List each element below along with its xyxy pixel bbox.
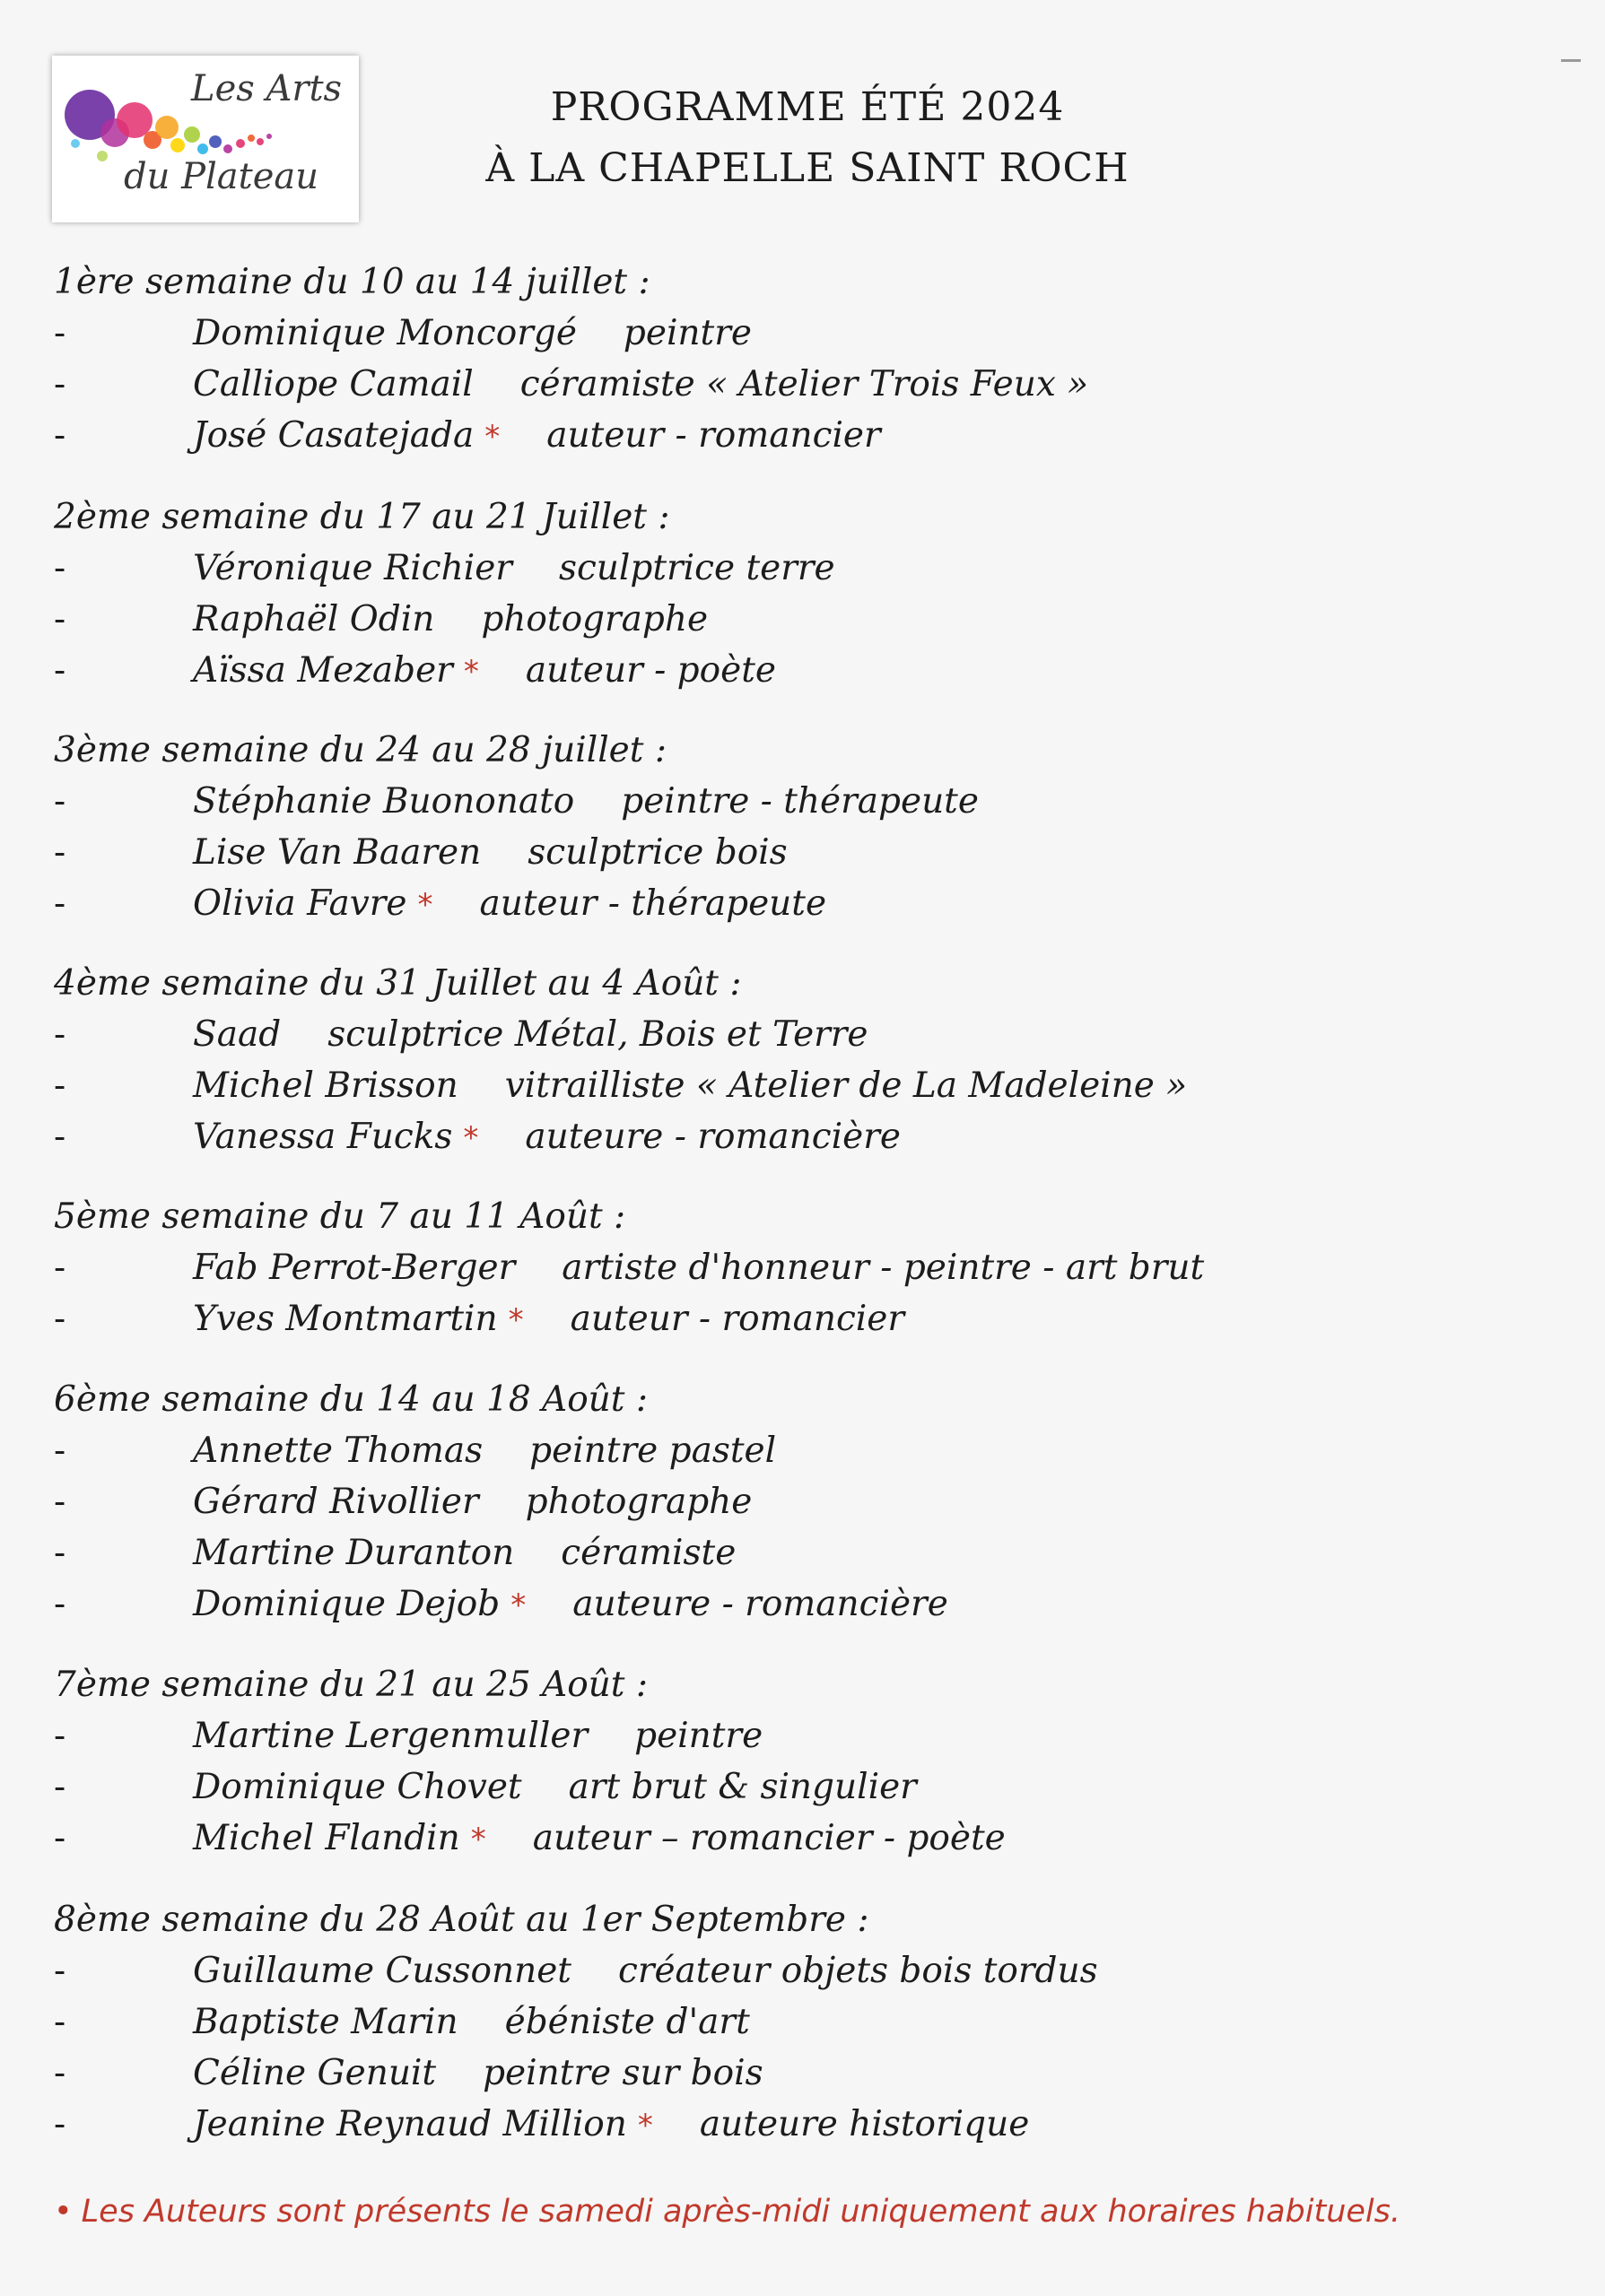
artist-entry: [0, 1584, 1605, 1631]
entry-dash: -: [54, 2002, 66, 2042]
artist-entry: [0, 1533, 1605, 1579]
entry-dash: -: [54, 1117, 66, 1157]
artist-role: auteur – romancier - poète: [532, 1818, 1006, 1858]
entry-dash: -: [54, 1248, 66, 1288]
entry-dash: -: [54, 781, 66, 822]
artist-role: art brut & singulier: [568, 1767, 917, 1807]
authors-footnote: [54, 2194, 1400, 2230]
artist-entry: [0, 1431, 1605, 1477]
entry-dash: -: [54, 1951, 66, 1991]
artist-entry: [0, 1818, 1605, 1865]
entry-content: [193, 2053, 763, 2093]
artist-role: ébéniste d'art: [504, 2002, 750, 2042]
artist-name: Stéphanie Buononato: [193, 781, 575, 822]
entry-content: [193, 1482, 752, 1522]
entry-content: [193, 781, 979, 822]
artist-name: Véronique Richier: [193, 548, 512, 588]
artist-entry: [0, 2053, 1605, 2100]
author-asterisk: *: [470, 1822, 486, 1857]
title-line-2: À LA CHAPELLE SAINT ROCH: [485, 145, 1130, 191]
artist-name: Michel Flandin: [193, 1818, 460, 1858]
entry-dash: -: [54, 415, 66, 456]
week-heading: 5ème semaine du 7 au 11 Août :: [54, 1196, 626, 1237]
artist-name: Dominique Moncorgé: [193, 313, 577, 353]
footnote-text: Les Auteurs sont présents le samedi après-midi uniquement aux horaires habituels.: [81, 2194, 1400, 2230]
entry-dash: -: [54, 2104, 66, 2144]
artist-name: Dominique Dejob: [193, 1584, 501, 1624]
artist-role: créateur objets bois tordus: [617, 1951, 1098, 1991]
entry-content: [193, 2104, 1029, 2144]
artist-role: sculptrice Métal, Bois et Terre: [327, 1014, 868, 1055]
author-asterisk: *: [417, 887, 433, 923]
week-heading: 3ème semaine du 24 au 28 juillet :: [54, 730, 667, 770]
artist-entry: [0, 883, 1605, 930]
artist-entry: [0, 313, 1605, 360]
artist-entry: [0, 1117, 1605, 1163]
entry-dash: -: [54, 832, 66, 873]
artist-name: José Casatejada: [193, 415, 475, 456]
entry-dash: -: [54, 1716, 66, 1756]
entry-content: [193, 1431, 776, 1471]
artist-entry: [0, 1767, 1605, 1813]
entry-content: [193, 313, 752, 353]
artist-role: photographe: [525, 1482, 753, 1522]
artist-role: sculptrice terre: [558, 548, 835, 588]
artist-entry: [0, 1716, 1605, 1762]
artist-name: Yves Montmartin: [193, 1299, 498, 1339]
entry-dash: -: [54, 650, 66, 691]
artist-entry: [0, 832, 1605, 879]
artist-name: Martine Lergenmuller: [193, 1716, 589, 1756]
artist-name: Michel Brisson: [193, 1065, 458, 1106]
week-heading: 4ème semaine du 31 Juillet au 4 Août :: [54, 963, 742, 1004]
entry-content: [193, 1533, 736, 1573]
entry-dash: -: [54, 1818, 66, 1858]
artist-name: Guillaume Cussonnet: [193, 1951, 571, 1991]
week-heading: 8ème semaine du 28 Août au 1er Septembre :: [54, 1900, 869, 1940]
artist-role: photographe: [481, 599, 709, 639]
entry-content: [193, 1767, 917, 1807]
entry-dash: -: [54, 1533, 66, 1573]
artist-entry: [0, 1014, 1605, 1061]
artist-role: peintre: [623, 313, 752, 353]
entry-content: [193, 1065, 1187, 1106]
artist-name: Olivia Favre: [193, 883, 407, 924]
entry-content: [193, 1248, 1204, 1288]
artist-role: auteure - romancière: [572, 1584, 948, 1624]
artist-name: Vanessa Fucks: [193, 1117, 453, 1157]
author-asterisk: *: [463, 654, 479, 690]
artist-name: Jeanine Reynaud Million: [193, 2104, 627, 2144]
artist-role: peintre - thérapeute: [621, 781, 979, 822]
artist-role: auteur - thérapeute: [479, 883, 827, 924]
artist-name: Gérard Rivollier: [193, 1482, 479, 1522]
entry-content: [193, 650, 776, 691]
entry-dash: -: [54, 1065, 66, 1106]
artist-role: artiste d'honneur - peintre - art brut: [562, 1248, 1205, 1288]
entry-dash: -: [54, 1431, 66, 1471]
logo-text-du-plateau: du Plateau: [124, 156, 318, 197]
artist-role: céramiste « Atelier Trois Feux »: [519, 364, 1089, 404]
scan-mark: [1561, 59, 1581, 62]
artist-role: peintre pastel: [529, 1431, 777, 1471]
footnote-bullet: •: [54, 2194, 73, 2230]
artist-entry: [0, 415, 1605, 462]
artist-name: Céline Genuit: [193, 2053, 437, 2093]
artist-name: Dominique Chovet: [193, 1767, 522, 1807]
artist-role: auteure historique: [699, 2104, 1030, 2144]
artist-entry: [0, 2104, 1605, 2151]
artist-role: auteur - romancier: [570, 1299, 904, 1339]
week-heading: 7ème semaine du 21 au 25 Août :: [54, 1665, 649, 1705]
entry-content: [193, 415, 881, 456]
week-heading: 1ère semaine du 10 au 14 juillet :: [54, 262, 650, 302]
artist-entry: [0, 1065, 1605, 1112]
artist-entry: [0, 1482, 1605, 1528]
entry-content: [193, 364, 1088, 404]
entry-dash: -: [54, 883, 66, 924]
entry-content: [193, 2002, 750, 2042]
artist-name: Fab Perrot-Berger: [193, 1248, 516, 1288]
entry-content: [193, 1299, 904, 1339]
week-heading: 2ème semaine du 17 au 21 Juillet :: [54, 497, 670, 537]
artist-name: Saad: [193, 1014, 282, 1055]
artist-name: Lise Van Baaren: [193, 832, 482, 873]
artist-name: Calliope Camail: [193, 364, 474, 404]
artist-entry: [0, 1299, 1605, 1345]
artist-role: peintre sur bois: [483, 2053, 763, 2093]
artist-entry: [0, 1248, 1605, 1294]
artist-role: céramiste: [561, 1533, 737, 1573]
artist-entry: [0, 2002, 1605, 2048]
artist-entry: [0, 650, 1605, 697]
author-asterisk: *: [484, 419, 501, 455]
entry-dash: -: [54, 2053, 66, 2093]
logo: [52, 56, 359, 222]
author-asterisk: *: [508, 1302, 524, 1338]
entry-dash: -: [54, 1584, 66, 1624]
artist-name: Raphaël Odin: [193, 599, 435, 639]
artist-role: sculptrice bois: [528, 832, 788, 873]
entry-content: [193, 1014, 868, 1055]
entry-dash: -: [54, 1482, 66, 1522]
entry-dash: -: [54, 548, 66, 588]
artist-role: peintre: [634, 1716, 763, 1756]
artist-role: auteur - romancier: [546, 415, 881, 456]
entry-content: [193, 599, 708, 639]
entry-content: [193, 548, 835, 588]
entry-dash: -: [54, 1767, 66, 1807]
entry-dash: -: [54, 364, 66, 404]
logo-text-les-arts: Les Arts: [191, 68, 343, 109]
artist-name: Baptiste Marin: [193, 2002, 458, 2042]
artist-entry: [0, 599, 1605, 646]
title-line-1: PROGRAMME ÉTÉ 2024: [550, 84, 1065, 130]
entry-dash: -: [54, 1299, 66, 1339]
entry-content: [193, 832, 788, 873]
entry-content: [193, 883, 826, 924]
entry-dash: -: [54, 1014, 66, 1055]
entry-content: [193, 1117, 901, 1157]
artist-entry: [0, 1951, 1605, 1997]
author-asterisk: *: [637, 2108, 653, 2144]
artist-entry: [0, 781, 1605, 828]
artist-name: Annette Thomas: [193, 1431, 484, 1471]
entry-content: [193, 1951, 1098, 1991]
artist-entry: [0, 548, 1605, 595]
entry-dash: -: [54, 313, 66, 353]
entry-content: [193, 1716, 763, 1756]
artist-entry: [0, 364, 1605, 411]
artist-role: auteure - romancière: [525, 1117, 901, 1157]
artist-role: vitrailliste « Atelier de La Madeleine »: [504, 1065, 1188, 1106]
author-asterisk: *: [510, 1587, 527, 1623]
week-heading: 6ème semaine du 14 au 18 Août :: [54, 1379, 649, 1420]
artist-name: Martine Duranton: [193, 1533, 515, 1573]
entry-content: [193, 1818, 1006, 1858]
entry-content: [193, 1584, 948, 1624]
author-asterisk: *: [463, 1120, 479, 1156]
artist-name: Aïssa Mezaber: [193, 650, 453, 691]
artist-role: auteur - poète: [525, 650, 776, 691]
entry-dash: -: [54, 599, 66, 639]
